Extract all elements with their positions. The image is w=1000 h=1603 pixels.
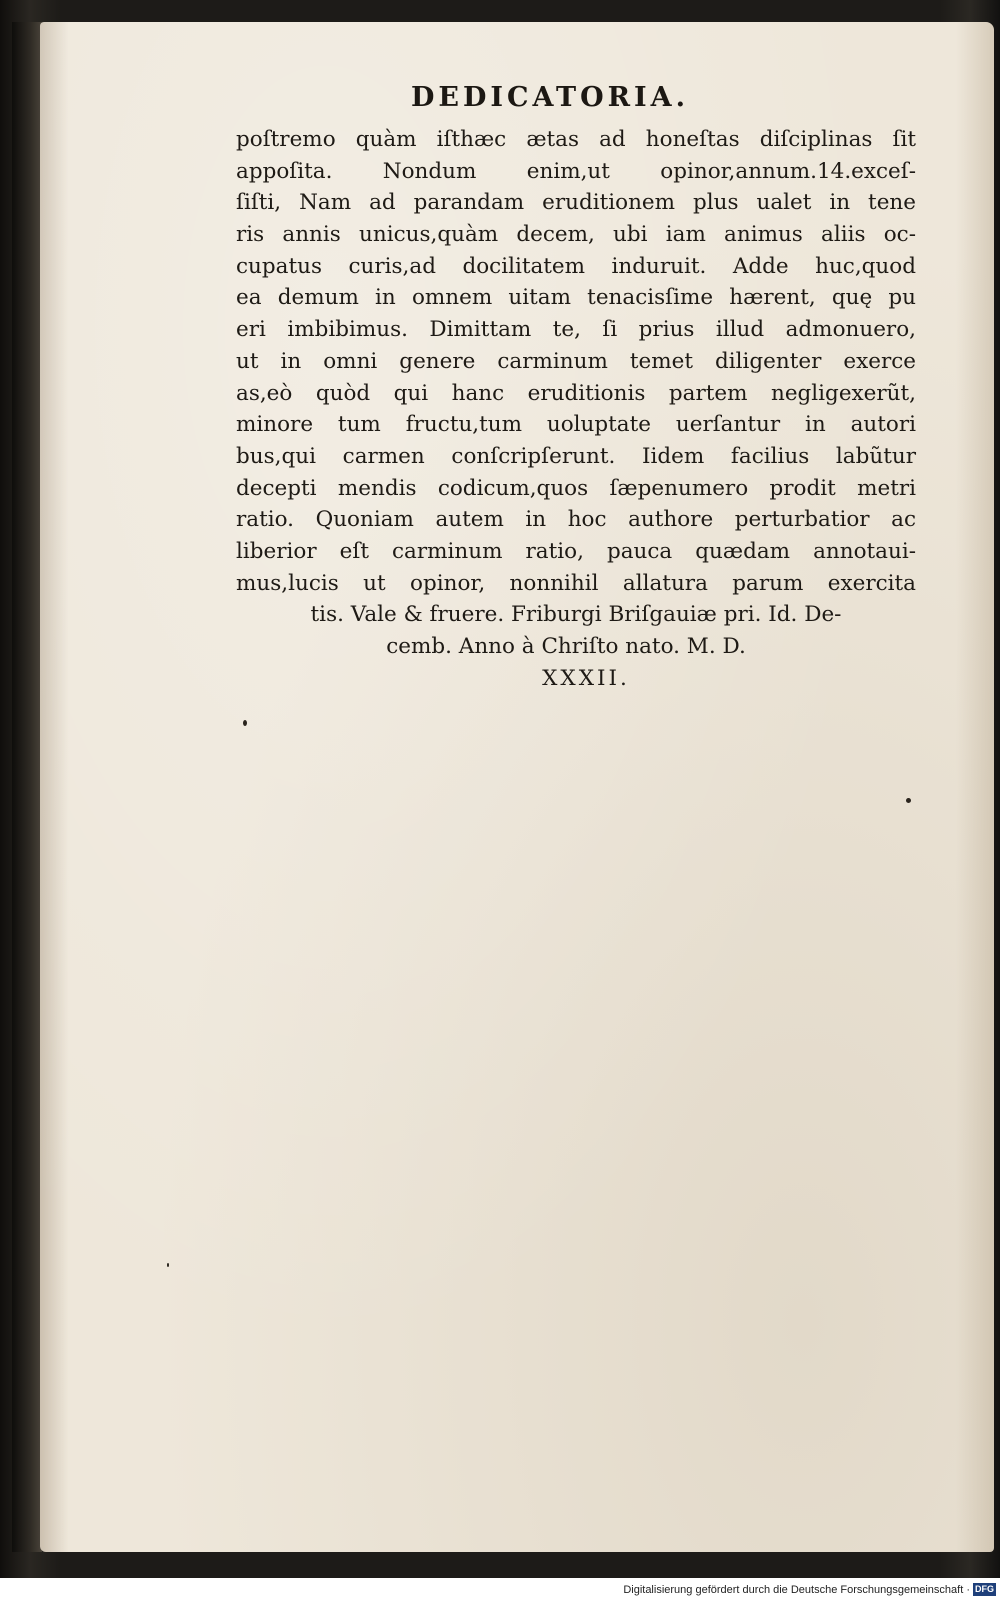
text-line: mus,lucis ut opinor, nonnihil allatura parum exercita: [236, 570, 916, 596]
text-line: bus,qui carmen conſcripſerunt. Iidem facilius labũtur: [236, 443, 916, 469]
text-line: minore tum fructu,tum uoluptate uerſantur in autori: [236, 412, 916, 438]
paper-speck: [906, 798, 911, 803]
funding-notice: Digitalisierung gefördert durch die Deutsche Forschungsgemeinschaft ·: [623, 1584, 970, 1596]
text-line: appoſita. Nondum enim,ut opinor,annum.14.exceſ-: [236, 158, 916, 184]
closing-line: tis. Vale & fruere. Friburgi Briſgauiæ pri. Id. De-: [310, 602, 842, 628]
text-line: ratio. Quoniam autem in hoc authore perturbatior ac: [236, 507, 916, 533]
dfg-logo: DFG: [975, 1584, 994, 1594]
text-line: decepti mendis codicum,quos ſæpenumero prodit metri: [236, 475, 916, 501]
closing-line: cemb. Anno à Chriſto nato. M. D.: [386, 634, 746, 659]
book-gutter-edge: [12, 22, 42, 1552]
closing-date: XXXII.: [542, 665, 630, 691]
text-line: as,eò quòd qui hanc eruditionis partem negligexerũt,: [236, 380, 916, 406]
page-heading: DEDICATORIA.: [410, 82, 690, 113]
text-line: ut in omni genere carminum temet diligenter exerce: [236, 348, 916, 374]
text-line: ris annis unicus,quàm decem, ubi iam animus aliis oc-: [236, 222, 916, 248]
paper-speck: [167, 1263, 169, 1267]
dedication-text: [236, 124, 916, 694]
text-line: cupatus curis,ad docilitatem induruit. Adde huc,quod: [236, 253, 916, 279]
paper-speck: [243, 720, 247, 726]
text-line: ea demum in omnem uitam tenacisſime hærent, quę pu: [236, 285, 916, 311]
text-line: eri imbibimus. Dimittam te, ſi prius illud admonuero,: [236, 317, 916, 343]
text-line: poſtremo quàm iſthæc ætas ad honeſtas diſciplinas ſit: [236, 127, 916, 152]
text-line: liberior eſt carminum ratio, pauca quædam annotaui-: [236, 538, 916, 564]
text-line: ſiſti, Nam ad parandam eruditionem plus ualet in tene: [236, 190, 916, 216]
